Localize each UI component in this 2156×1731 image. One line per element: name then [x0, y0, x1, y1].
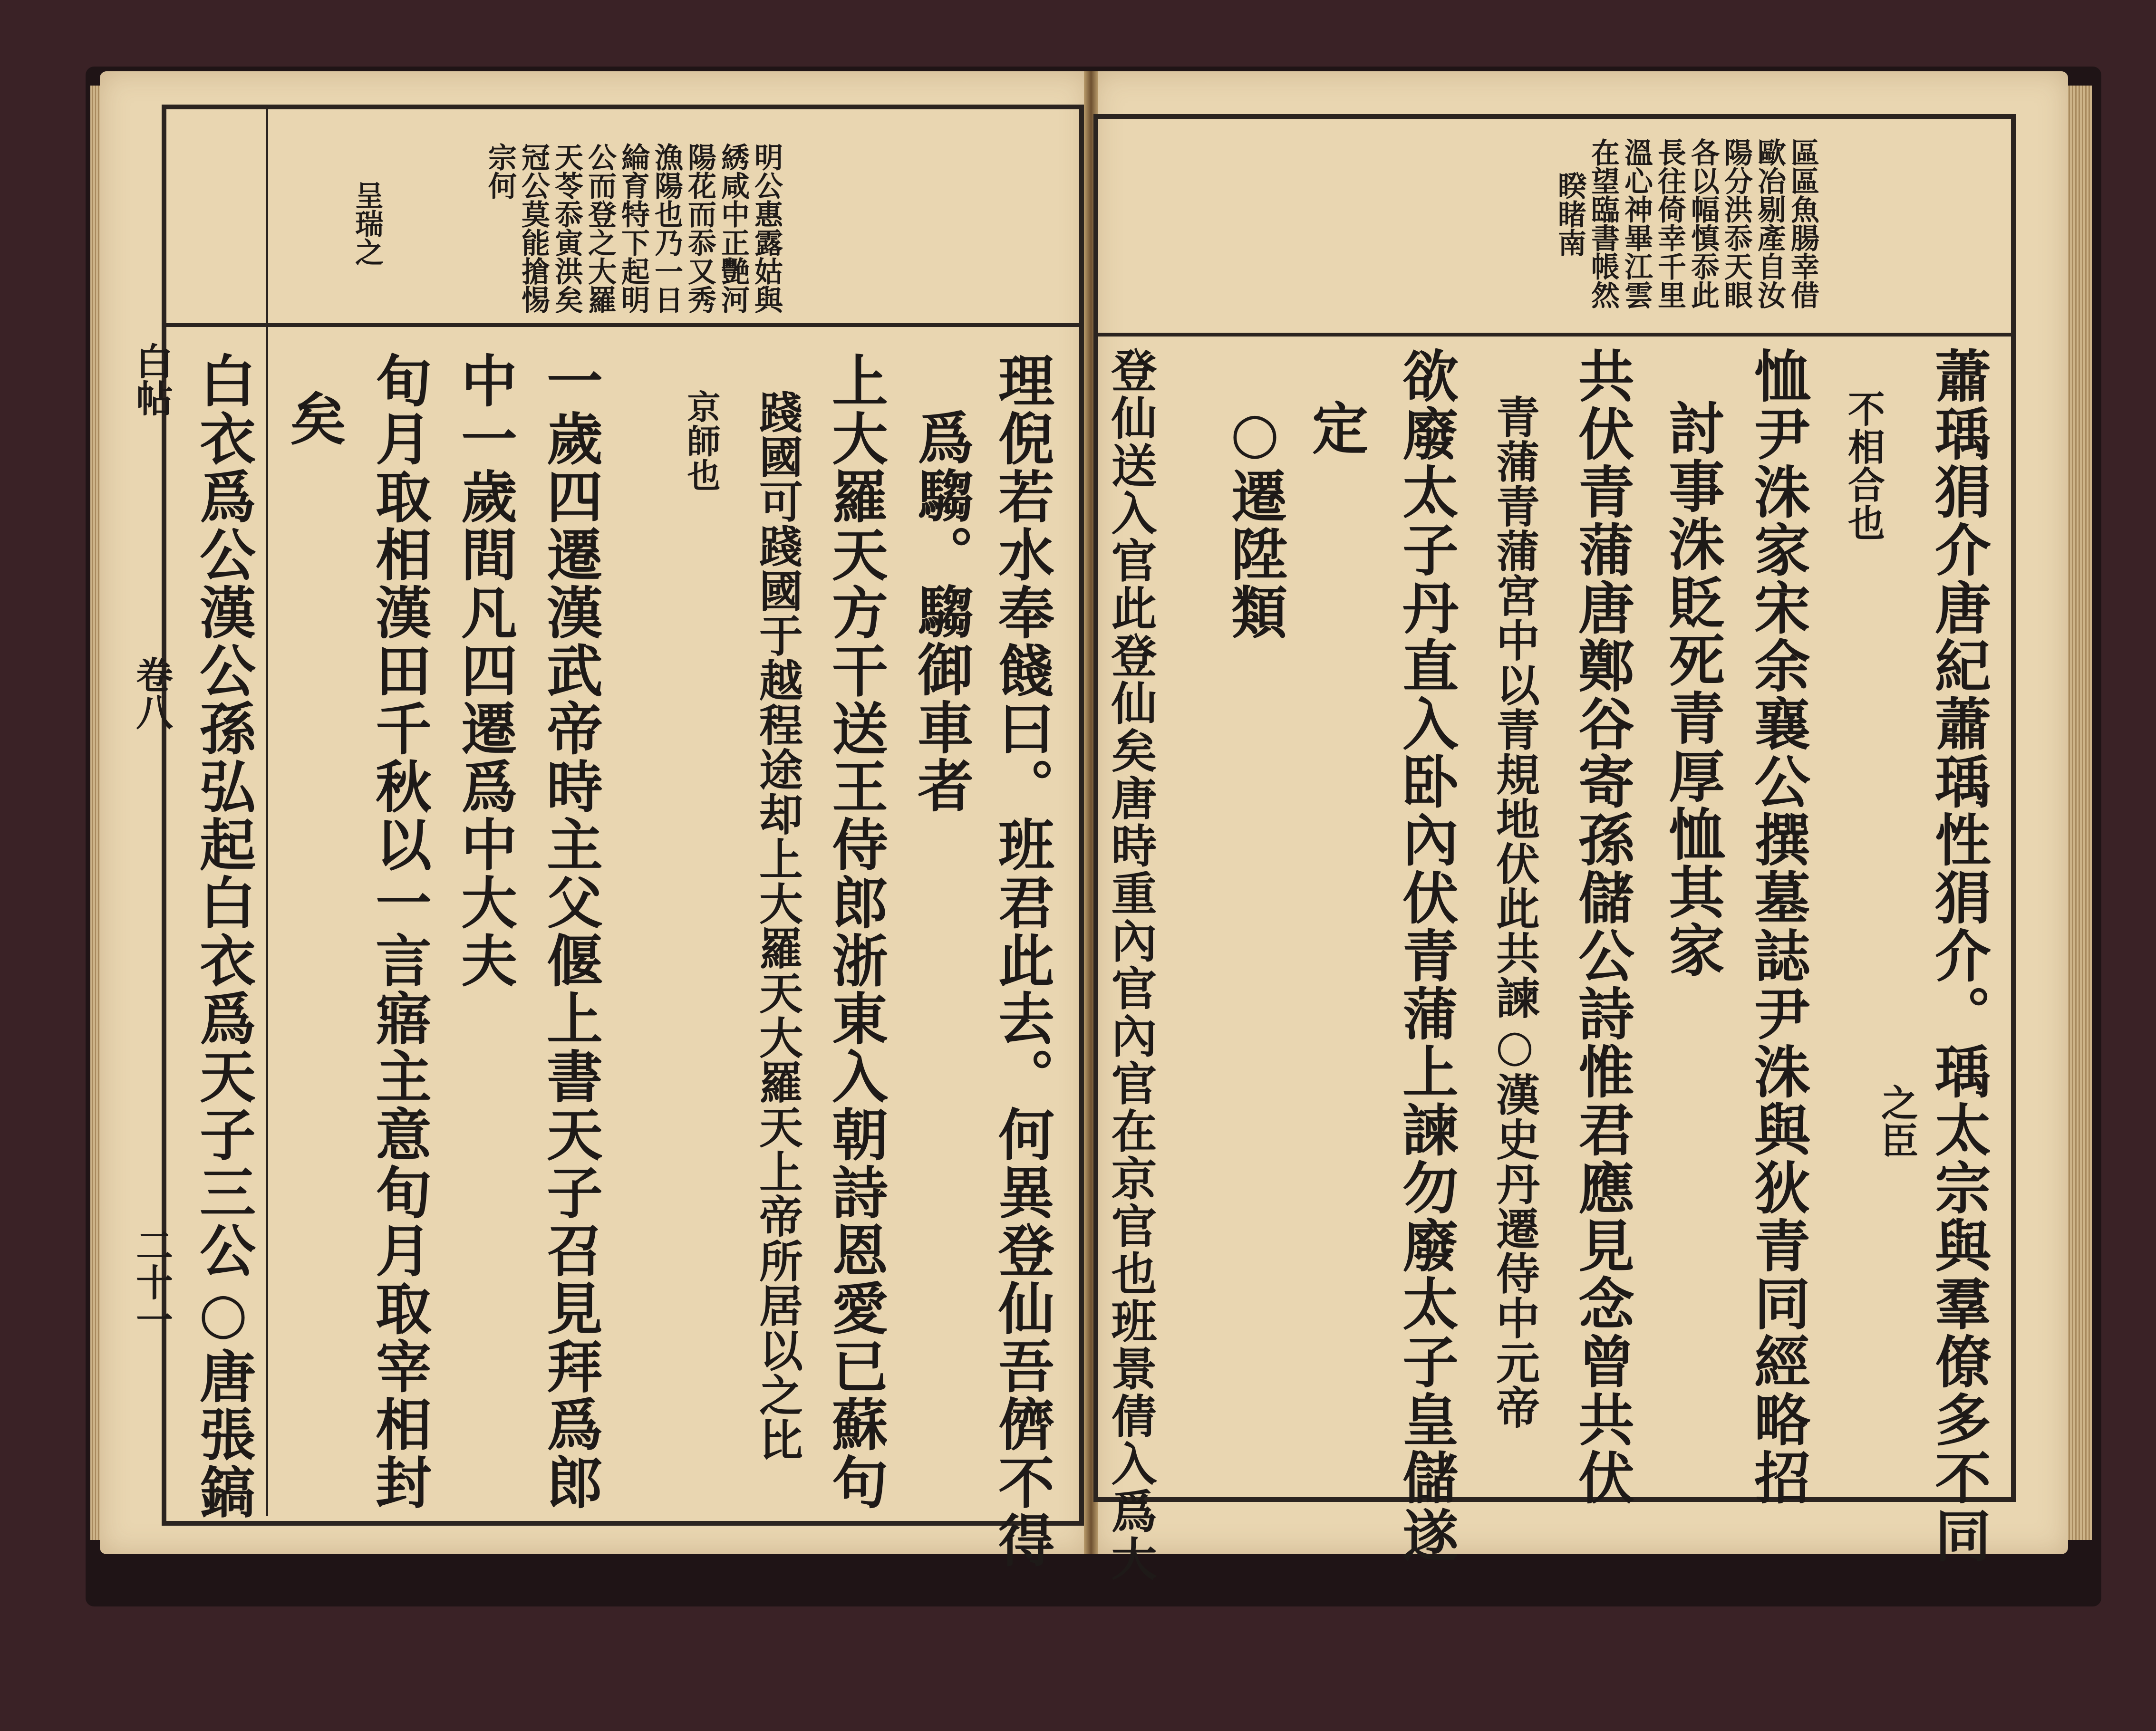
- section-heading: ○遷陞類: [1222, 399, 1288, 641]
- right-header-note: 溫心神畢江雲: [1620, 138, 1653, 309]
- text-column: 上大羅天方干送王侍郎浙東入朝詩恩愛已蘇句: [822, 352, 889, 1511]
- text-column: 定: [1303, 399, 1369, 457]
- text-column: 中一歲間凡四遷爲中大夫: [452, 352, 518, 990]
- left-header-note: 呈瑞之: [350, 181, 384, 266]
- text-column: 旬月取相漢田千秋以一言寤主意旬月取宰相封: [366, 352, 432, 1511]
- right-header-note: 長往倚幸千里: [1653, 138, 1686, 309]
- left-header-note: 宗何: [483, 143, 517, 200]
- left-margin-rule: [266, 109, 268, 1516]
- left-header-note: 綉咸中正艷河: [716, 143, 750, 314]
- text-column: 矣: [280, 390, 347, 448]
- text-column: 爲騶。騶御車者: [908, 409, 974, 815]
- text-column-annotation: 不相合也: [1842, 390, 1885, 542]
- text-column: 白衣爲公漢公孫弘起白衣爲天子三公○唐張鎬: [190, 352, 256, 1521]
- text-column-annotation: 踐國可踐國于越程途却上大羅天大羅天上帝所居以之比: [752, 390, 803, 1462]
- right-header-note: 歐冶剔產自汝: [1753, 138, 1786, 309]
- left-header-note: 陽花而忝又秀: [683, 143, 716, 314]
- left-header-note: 天苓忝寅洪矣: [550, 143, 583, 314]
- margin-title: 白帖: [130, 342, 173, 416]
- text-column: 登仙送入官此登仙矣唐時重內官內官在京官也班景倩入爲大: [1104, 347, 1158, 1583]
- right-header-note: 各以幅慎忝此: [1686, 138, 1720, 309]
- right-header-note: 區區魚腸幸借: [1786, 138, 1819, 309]
- text-column: 共伏青蒲唐鄭谷寄孫儲公詩惟君應見念曾共伏: [1569, 347, 1635, 1507]
- text-column-annotation: 之臣: [1875, 1084, 1918, 1160]
- text-column-annotation: 京師也: [682, 390, 721, 492]
- right-header-note: 在望臨書帳然: [1586, 138, 1620, 309]
- margin-volume: 卷八: [130, 656, 173, 730]
- margin-folio: 二十一: [130, 1226, 173, 1337]
- text-column: 理倪若水奉餞曰。班君此去。何異登仙吾儕不得: [989, 352, 1055, 1569]
- text-column: 討事洙貶死青厚恤其家: [1659, 399, 1725, 979]
- left-header-rule: [162, 323, 1079, 327]
- text-column: 一歲四遷漢武帝時主父偃上書天子召見拜爲郎: [537, 352, 603, 1511]
- right-header-rule: [1093, 333, 2011, 337]
- right-header-note: 睽睹南: [1553, 171, 1586, 257]
- left-header-note: 明公惠露姑與: [750, 143, 783, 314]
- text-column: 蕭瑀狷介唐紀蕭瑀性狷介。瑀太宗與羣僚多不同: [1925, 347, 1992, 1565]
- left-header-note: 漁陽也乃一日: [650, 143, 683, 314]
- left-header-note: 綸育特下起明: [617, 143, 650, 314]
- right-header-note: 陽分洪忝天眼: [1720, 138, 1753, 309]
- text-column: 恤尹洙家宋余襄公撰墓誌尹洙與狄青同經略招: [1745, 347, 1811, 1507]
- text-column: 欲廢太子丹直入卧內伏青蒲上諫勿廢太子皇儲遂: [1393, 347, 1459, 1565]
- left-header-note: 公而登之大羅: [583, 143, 617, 314]
- text-column-annotation: 青蒲青蒲宮中以青規地伏此共諫○漢史丹遷侍中元帝: [1489, 394, 1540, 1430]
- left-header-note: 冠公莫能搶惕: [517, 143, 550, 314]
